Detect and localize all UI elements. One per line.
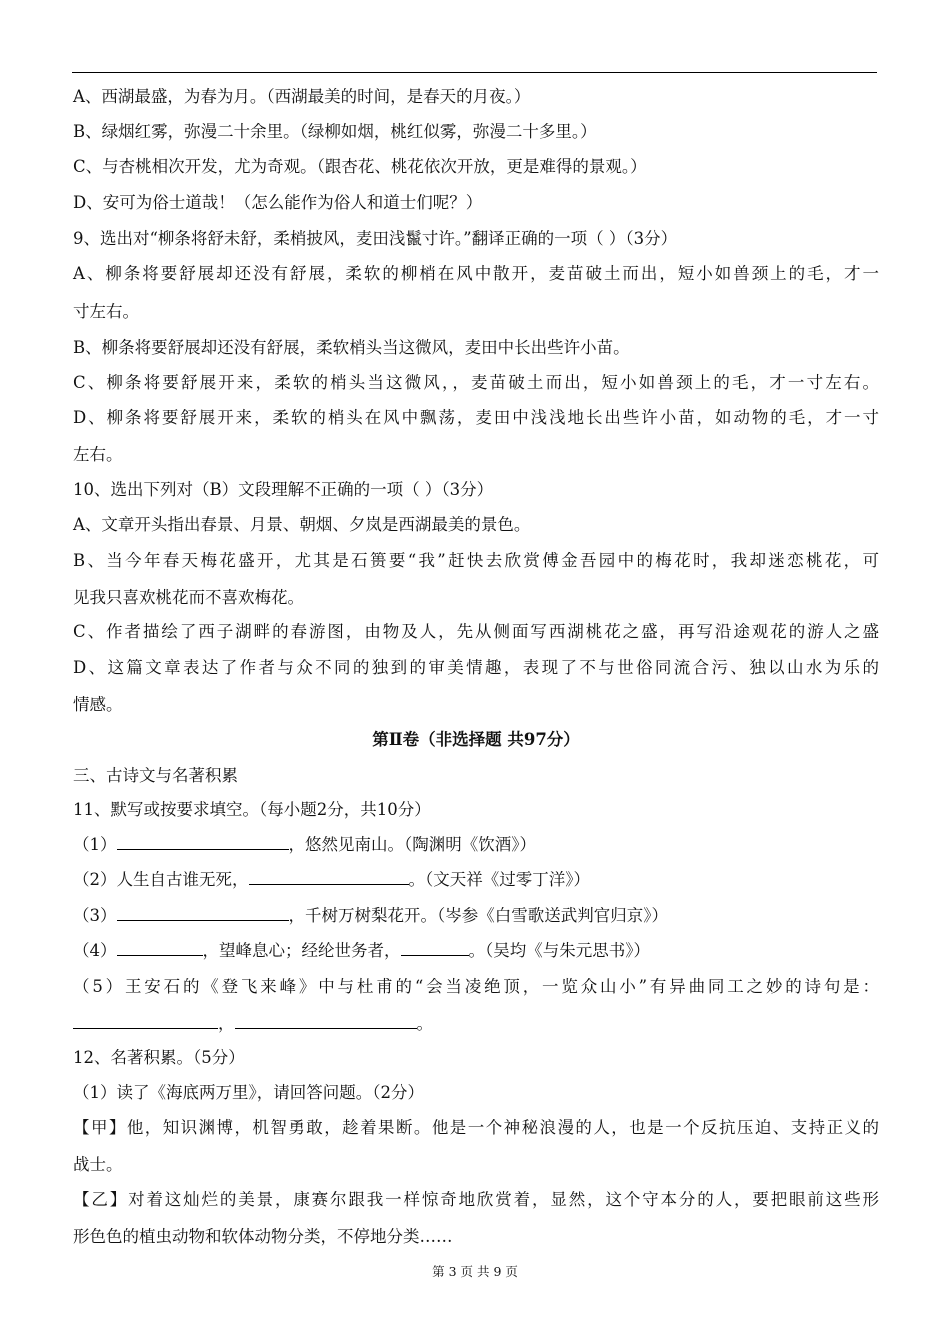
- q9-option-b: B、柳条将要舒展却还没有舒展，柔软梢头当这微风，麦田中长出些许小苗。: [73, 338, 630, 357]
- q10-option-b-line1: B、当今年春天梅花盛开，尤其是石篑要“我”赶快去欣赏傅金吾园中的梅花时，我却迷恋桃花，可: [73, 551, 879, 570]
- question-9: 9、选出对“柳条将舒未舒，柔梢披风，麦田浅鬣寸许。”翻译正确的一项（ ）（3分）: [73, 229, 678, 248]
- q11-2-suffix: 。（文天祥《过零丁洋》）: [408, 870, 590, 889]
- q11-item-2: [73, 870, 879, 890]
- section-title: 第Ⅱ卷（非选择题 共97分）: [372, 730, 580, 749]
- q10-option-b-line2: 见我只喜欢桃花而不喜欢梅花。: [73, 588, 304, 607]
- option-a-line: A、西湖最盛，为春为月。（西湖最美的时间，是春天的月夜。）: [73, 87, 531, 106]
- passage-jia-line1: 【甲】他，知识渊博，机智勇敢，趁着果断。他是一个神秘浪漫的人，也是一个反抗压迫、支持正义的: [73, 1118, 879, 1137]
- q11-item-1: [73, 835, 879, 855]
- q11-3-prefix: （3）: [73, 906, 117, 925]
- q11-1-prefix: （1）: [73, 835, 117, 854]
- q10-option-a: A、文章开头指出春景、月景、朝烟、夕岚是西湖最美的景色。: [73, 515, 531, 534]
- passage-yi-line2: 形色色的植虫动物和软体动物分类，不停地分类……: [73, 1227, 453, 1246]
- q11-3-suffix: ，千树万树梨花开。（岑参《白雪歌送武判官归京》）: [288, 906, 668, 925]
- q9-option-a-line2: 寸左右。: [73, 302, 139, 321]
- answer-blank[interactable]: [401, 941, 469, 956]
- page-number: 第 3 页 共 9 页: [432, 1264, 518, 1279]
- answer-blank[interactable]: [117, 835, 289, 850]
- q11-item-4: [73, 941, 879, 961]
- q11-4-prefix: （4）: [73, 941, 117, 960]
- q9-option-a-line1: A、柳条将要舒展却还没有舒展，柔软的柳梢在风中散开，麦苗破土而出，短小如兽颈上的毛，才一: [73, 264, 879, 283]
- passage-yi-line1: 【乙】对着这灿烂的美景，康赛尔跟我一样惊奇地欣赏着，显然，这个守本分的人，要把眼前这些形: [73, 1190, 879, 1209]
- option-c-line: C、与杏桃相次开发，尤为奇观。（跟杏花、桃花依次开放，更是难得的景观。）: [73, 157, 647, 176]
- q9-option-d-line1: D、柳条将要舒展开来，柔软的梢头在风中飘荡，麦田中浅浅地长出些许小苗，如动物的毛，才一寸: [73, 408, 879, 427]
- header-rule: [72, 72, 877, 73]
- q12-item-1: （1）读了《海底两万里》，请回答问题。（2分）: [73, 1083, 424, 1102]
- q9-option-c: C、柳条将要舒展开来，柔软的梢头当这微风，，麦苗破土而出，短小如兽颈上的毛，才一寸左右。: [73, 373, 879, 392]
- q10-option-d-line1: D、这篇文章表达了作者与众不同的独到的审美情趣，表现了不与世俗同流合污、独以山水为乐的: [73, 658, 879, 677]
- q11-2-prefix: （2）人生自古谁无死，: [73, 870, 249, 889]
- answer-blank[interactable]: [117, 941, 203, 956]
- question-11: 11、默写或按要求填空。（每小题2分，共10分）: [73, 800, 431, 819]
- part-3-heading: 三、古诗文与名著积累: [73, 766, 238, 785]
- answer-blank[interactable]: [235, 1014, 417, 1029]
- q10-option-d-line2: 情感。: [73, 695, 123, 714]
- passage-jia-line2: 战士。: [73, 1155, 123, 1174]
- q11-5-middle: ，: [218, 1014, 235, 1033]
- q11-4-middle: ，望峰息心；经纶世务者，: [202, 941, 401, 960]
- answer-blank[interactable]: [73, 1014, 218, 1029]
- q11-1-suffix: ，悠然见南山。（陶渊明《饮酒》）: [288, 835, 536, 854]
- q11-item-3: [73, 906, 879, 926]
- answer-blank[interactable]: [249, 870, 409, 885]
- q11-item-5-answer: [73, 1014, 879, 1034]
- q11-4-suffix: 。（吴均《与朱元思书》）: [468, 941, 650, 960]
- question-10: 10、选出下列对（B）文段理解不正确的一项（ ）（3分）: [73, 480, 494, 499]
- q11-item-5: （5）王安石的《登飞来峰》中与杜甫的“会当凌绝顶，一览众山小”有异曲同工之妙的诗句是：: [73, 977, 879, 996]
- answer-blank[interactable]: [117, 906, 289, 921]
- option-d-line: D、安可为俗士道哉！（怎么能作为俗人和道士们呢？）: [73, 193, 483, 212]
- q11-5-suffix: 。: [416, 1014, 433, 1033]
- q9-option-d-line2: 左右。: [73, 445, 123, 464]
- option-b-line: B、绿烟红雾，弥漫二十余里。（绿柳如烟，桃红似雾，弥漫二十多里。）: [73, 122, 597, 141]
- question-12: 12、名著积累。（5分）: [73, 1048, 245, 1067]
- q10-option-c: C、作者描绘了西子湖畔的春游图，由物及人，先从侧面写西湖桃花之盛，再写沿途观花的游人之盛: [73, 622, 879, 641]
